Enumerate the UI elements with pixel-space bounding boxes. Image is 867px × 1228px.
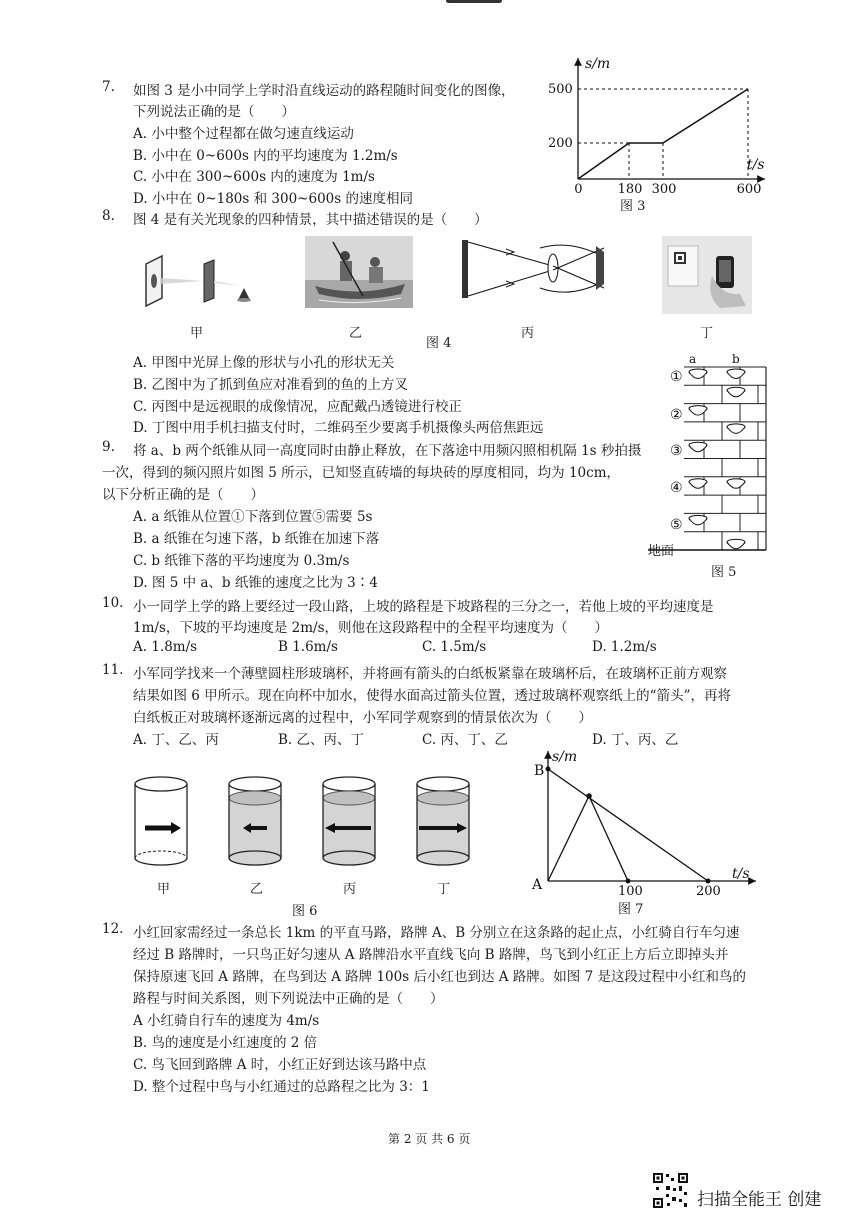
q10-option-d: D. 1.2m/s bbox=[592, 639, 657, 655]
q11-option-d: D. 丁、丙、乙 bbox=[592, 732, 679, 748]
qr-code-icon bbox=[652, 1172, 689, 1209]
fig5-col-a: a bbox=[689, 352, 697, 366]
q12-stem-line4: 路程与时间关系图，则下列说法中正确的是（ ） bbox=[133, 991, 444, 1007]
fig5-pos-4: ④ bbox=[670, 480, 683, 496]
fig6-label-ding: 丁 bbox=[437, 882, 451, 897]
q11-stem-line3: 白纸板正对玻璃杯逐渐远离的过程中，小军同学观察到的情景依次为（ ） bbox=[133, 710, 592, 726]
figure-3-chart bbox=[545, 52, 775, 202]
q10-option-b: B 1.6m/s bbox=[278, 639, 338, 655]
fig3-ytick: 200 bbox=[548, 136, 573, 151]
q9-number: 9. bbox=[102, 439, 115, 455]
fig7-xtick-200: 200 bbox=[696, 884, 721, 895]
q8-option-c: C. 丙图中是远视眼的成像情况，应配戴凸透镜进行校正 bbox=[133, 399, 462, 415]
fig7-label-b: B bbox=[534, 763, 545, 779]
figure-5-brick-wall bbox=[648, 352, 768, 562]
fig5-cone-b bbox=[727, 479, 745, 489]
fig3-xtick: 300 bbox=[651, 182, 677, 197]
q12-stem-line1: 小红回家需经过一条总长 1km 的平直马路，路牌 A、B 分别立在这条路的起止点，小红骑自行车匀速 bbox=[133, 925, 740, 941]
q11-stem-line1: 小军同学找来一个薄壁圆柱形玻璃杯，并将画有箭头的白纸板紧靠在玻璃杯后，在玻璃杯正前方观察 bbox=[133, 666, 727, 682]
q12-stem-line2: 经过 B 路牌时，一只鸟正好匀速从 A 路牌沿水平直线飞向 B 路牌，鸟飞到小红正上方后立即掉头并 bbox=[133, 947, 729, 963]
fig5-pos-3: ③ bbox=[670, 443, 683, 459]
q8-option-a: A. 甲图中光屏上像的形状与小孔的形状无关 bbox=[133, 355, 395, 371]
q10-stem-line1: 小一同学上学的路上要经过一段山路，上坡的路程是下坡路程的三分之一，若他上坡的平均速度是 bbox=[133, 599, 714, 615]
q11-option-b: B. 乙、丙、丁 bbox=[278, 732, 365, 748]
fig7-caption: 图 7 bbox=[618, 902, 644, 917]
q10-number: 10. bbox=[102, 595, 124, 611]
fig6-caption: 图 6 bbox=[292, 904, 318, 919]
fig7-xlabel: t/s bbox=[732, 866, 750, 882]
q12-option-c: C. 鸟飞回到路牌 A 时，小红正好到达该马路中点 bbox=[133, 1057, 427, 1073]
fig5-pos-2: ② bbox=[670, 407, 683, 423]
fig5-pos-5: ⑤ bbox=[670, 517, 683, 533]
figure-7-chart bbox=[528, 745, 768, 895]
fig4-label-yi: 乙 bbox=[349, 326, 363, 341]
q9-option-d: D. 图 5 中 a、b 纸锥的速度之比为 3∶4 bbox=[133, 575, 378, 591]
q9-stem-line2: 一次，得到的频闪照片如图 5 所示，已知竖直砖墙的每块砖的厚度相同，均为 10cm， bbox=[102, 465, 621, 481]
q12-option-d: D. 整个过程中鸟与小红通过的总路程之比为 3：1 bbox=[133, 1079, 430, 1095]
fig5-pos-1: ① bbox=[670, 369, 683, 385]
fig3-ylabel: s/m bbox=[585, 56, 611, 72]
fig7-label-a: A bbox=[532, 877, 543, 893]
q10-stem-line2: 1m/s，下坡的平均速度是 2m/s，则他在这段路程中的全程平均速度为（ ） bbox=[133, 620, 609, 636]
q7-option-b: B. 小中在 0~600s 内的平均速度为 1.2m/s bbox=[133, 148, 398, 164]
figure-6-cups bbox=[125, 770, 485, 880]
q9-option-c: C. b 纸锥下落的平均速度为 0.3m/s bbox=[133, 553, 350, 569]
q9-option-b: B. a 纸锥在匀速下落，b 纸锥在加速下落 bbox=[133, 531, 380, 547]
fig6-label-jia: 甲 bbox=[157, 882, 171, 897]
q12-option-a: A 小红骑自行车的速度为 4m/s bbox=[133, 1013, 320, 1029]
fig5-ground-label: 地面 bbox=[648, 544, 675, 559]
q9-stem-line1: 将 a、b 两个纸锥从同一高度同时由静止释放，在下落途中用频闪照相机隔 1s 秒拍摄 bbox=[133, 443, 642, 459]
cup-jia bbox=[135, 777, 187, 865]
fig4-label-jia: 甲 bbox=[190, 326, 204, 341]
fig4-pinhole-image bbox=[138, 248, 268, 308]
fig5-cone-b bbox=[727, 424, 745, 434]
fig5-cone-b bbox=[727, 387, 745, 397]
fig6-label-yi: 乙 bbox=[250, 882, 264, 897]
q7-option-d: D. 小中在 0~180s 和 300~600s 的速度相同 bbox=[133, 191, 413, 207]
fig4-fishing-image bbox=[305, 236, 413, 308]
cup-yi bbox=[229, 777, 281, 865]
fig5-caption: 图 5 bbox=[711, 565, 737, 580]
q8-option-b: B. 乙图中为了抓到鱼应对准看到的鱼的上方叉 bbox=[133, 377, 409, 393]
q11-number: 11. bbox=[102, 662, 124, 678]
q7-number: 7. bbox=[102, 79, 115, 95]
fig3-ytick: 500 bbox=[548, 82, 573, 97]
fig5-cone-b bbox=[727, 539, 745, 549]
q11-option-c: C. 丙、丁、乙 bbox=[422, 732, 508, 748]
cup-ding bbox=[417, 777, 469, 865]
fig4-caption: 图 4 bbox=[426, 336, 452, 351]
q7-option-a: A. 小中整个过程都在做匀速直线运动 bbox=[133, 126, 354, 142]
q7-stem-line1: 如图 3 是小中同学上学时沿直线运动的路程随时间变化的图像， bbox=[133, 83, 515, 99]
fig4-label-ding: 丁 bbox=[700, 326, 714, 341]
q10-option-c: C. 1.5m/s bbox=[422, 639, 487, 655]
fig5-col-b: b bbox=[732, 352, 740, 366]
scanner-watermark: 扫描全能王 创建 bbox=[697, 1190, 822, 1210]
fig3-series-line bbox=[578, 89, 748, 179]
fig3-xlabel: t/s bbox=[747, 157, 765, 173]
q7-stem-line2: 下列说法正确的是（ ） bbox=[133, 104, 295, 120]
q9-stem-line3: 以下分析正确的是（ ） bbox=[102, 487, 264, 503]
q10-option-a: A. 1.8m/s bbox=[133, 639, 198, 655]
q8-number: 8. bbox=[102, 208, 115, 224]
fig4-eye-diagram bbox=[458, 236, 608, 300]
fig3-caption: 图 3 bbox=[620, 199, 646, 214]
fig7-xtick-100: 100 bbox=[618, 884, 643, 895]
cup-bing bbox=[323, 777, 375, 865]
q12-stem-line3: 保持原速飞回 A 路牌，在鸟到达 A 路牌 100s 后小红也到达 A 路牌。如图 7 是这段过程中小红和鸟的 bbox=[133, 969, 746, 985]
fig3-xtick: 180 bbox=[617, 182, 643, 197]
q7-option-c: C. 小中在 300~600s 内的速度为 1m/s bbox=[133, 169, 375, 185]
fig4-phone-scan-photo bbox=[662, 236, 752, 314]
q8-option-d: D. 丁图中用手机扫描支付时，二维码至少要离手机摄像头两倍焦距远 bbox=[133, 420, 544, 436]
q12-option-b: B. 鸟的速度是小红速度的 2 倍 bbox=[133, 1035, 318, 1051]
q12-number: 12. bbox=[102, 921, 124, 937]
fig3-xtick: 0 bbox=[574, 182, 583, 197]
top-edge-mark bbox=[446, 0, 502, 3]
q9-option-a: A. a 纸锥从位置①下落到位置⑤需要 5s bbox=[133, 509, 373, 525]
fig6-label-bing: 丙 bbox=[343, 882, 357, 897]
fig3-xtick: 600 bbox=[736, 182, 762, 197]
fig7-ylabel: s/m bbox=[552, 749, 578, 765]
fig5-cone-b bbox=[727, 369, 745, 379]
q8-stem: 图 4 是有关光现象的四种情景，其中描述错误的是（ ） bbox=[133, 212, 488, 228]
page-footer: 第 2 页 共 6 页 bbox=[388, 1132, 471, 1146]
fig4-label-bing: 丙 bbox=[521, 326, 535, 341]
q11-option-a: A. 丁、乙、丙 bbox=[133, 732, 219, 748]
q11-stem-line2: 结果如图 6 甲所示。现在向杯中加水，使得水面高过箭头位置，透过玻璃杯观察纸上的“箭头”，再将 bbox=[133, 688, 731, 704]
